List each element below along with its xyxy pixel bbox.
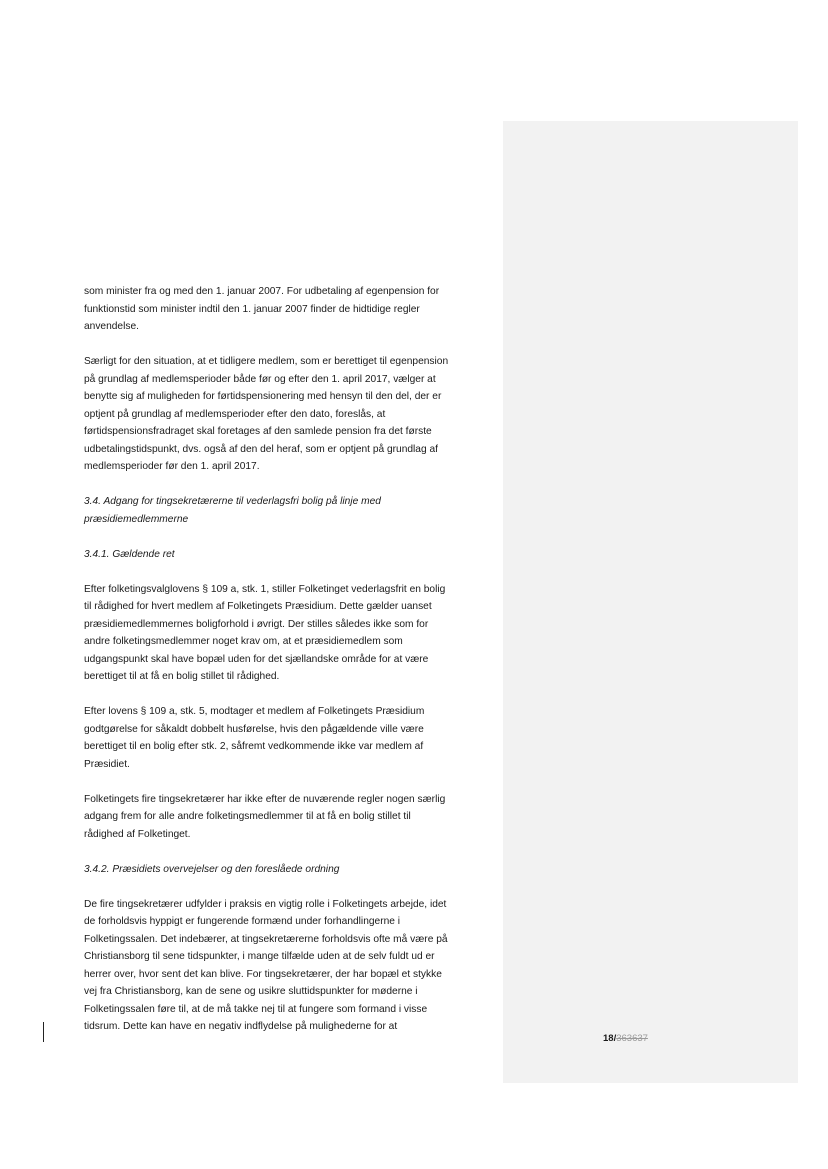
- page-number-total: 363637: [616, 1033, 648, 1044]
- text-line: benytte sig af muligheden for førtidspensionering med hensyn til den del, der er: [84, 391, 442, 402]
- text-line: præsidiemedlemmerne: [84, 513, 189, 525]
- comment-margin-panel: [503, 121, 798, 1083]
- text-line: tidsrum. Dette kan have en negativ indflydelse på mulighederne for at: [84, 1021, 398, 1032]
- text-line: rådighed af Folketinget.: [84, 828, 191, 840]
- paragraph: [84, 353, 502, 476]
- text-line: Christiansborg til sene tidspunkter, i mange tilfælde uden at de selv fuldt ud er: [84, 951, 435, 962]
- text-line: 3.4.1. Gældende ret: [84, 548, 175, 560]
- text-line: De fire tingsekretærer udfylder i praksis en vigtig rolle i Folketingets arbejde, idet: [84, 898, 447, 910]
- paragraph: [84, 283, 502, 336]
- text-line: berettiget til en bolig efter stk. 2, såfremt vedkommende ikke var medlem af: [84, 741, 424, 752]
- text-line: funktionstid som minister indtil den 1. januar 2007 finder de hidtidige regler: [84, 303, 420, 315]
- page-number: [603, 1033, 648, 1044]
- text-line: præsidiemedlemmernes boligforhold i øvrigt. Der stilles således ikke som for: [84, 618, 429, 630]
- text-line: de forholdsvis hyppigt er fungerende formænd under forhandlingerne i: [84, 916, 401, 927]
- text-line: udgangspunkt skal have bopæl uden for det sjællandske område for at være: [84, 653, 429, 665]
- text-line: til rådighed for hvert medlem af Folketingets Præsidium. Dette gælder uanset: [84, 601, 432, 612]
- text-line: Præsidiet.: [84, 758, 130, 770]
- text-line: førtidspensionsfradraget skal foretages af den samlede pension fra det første: [84, 426, 432, 437]
- text-line: Efter lovens § 109 a, stk. 5, modtager et medlem af Folketingets Præsidium: [84, 706, 425, 717]
- text-line: andre folketingsmedlemmer noget krav om, at et præsidiemedlem som: [84, 636, 403, 647]
- page-number-current: 18: [603, 1033, 614, 1044]
- page-number-separator: /: [613, 1033, 617, 1044]
- paragraph: [84, 896, 502, 1036]
- text-line: Folketingets fire tingsekretærer har ikke efter de nuværende regler nogen særlig: [84, 793, 446, 805]
- section-heading: [84, 546, 502, 564]
- text-line: medlemsperioder før den 1. april 2017.: [84, 461, 260, 472]
- paragraph: [84, 791, 502, 844]
- change-bar: [43, 1022, 44, 1042]
- text-line: Folketingssalen. Det indebærer, at tingsekretærerne forholdsvis ofte må være på: [84, 933, 448, 945]
- text-line: udbetalingstidspunkt, dvs. også af den del heraf, som er optjent på grundlag af: [84, 443, 438, 455]
- section-heading: [84, 861, 502, 879]
- document-body: [84, 283, 502, 1053]
- section-heading: [84, 493, 502, 528]
- text-line: 3.4. Adgang for tingsekretærerne til vederlagsfri bolig på linje med: [84, 496, 381, 507]
- text-line: godtgørelse for såkaldt dobbelt husførelse, hvis den pågældende ville være: [84, 723, 424, 735]
- text-line: vej fra Christiansborg, kan de sene og usikre sluttidspunkter for møderne i: [84, 986, 418, 997]
- text-line: optjent på grundlag af medlemsperioder efter den dato, foreslås, at: [84, 408, 386, 420]
- text-line: herrer over, hvor sent det kan blive. For tingsekretærer, der har bopæl et stykke: [84, 968, 442, 980]
- text-line: anvendelse.: [84, 321, 139, 332]
- text-line: 3.4.2. Præsidiets overvejelser og den foreslåede ordning: [84, 863, 340, 875]
- text-line: adgang frem for alle andre folketingsmedlemmer til at få en bolig stillet til: [84, 811, 411, 822]
- text-line: som minister fra og med den 1. januar 2007. For udbetaling af egenpension for: [84, 286, 440, 297]
- paragraph: [84, 581, 502, 686]
- text-line: på grundlag af medlemsperioder både før og efter den 1. april 2017, vælger at: [84, 373, 436, 385]
- paragraph: [84, 703, 502, 773]
- text-line: Efter folketingsvalglovens § 109 a, stk. 1, stiller Folketinget vederlagsfrit en bolig: [84, 583, 446, 595]
- text-line: Særligt for den situation, at et tidligere medlem, som er berettiget til egenpension: [84, 356, 449, 367]
- text-line: Folketingssalen føre til, at de må takke nej til at fungere som formand i visse: [84, 1003, 428, 1015]
- text-line: berettiget til at få en bolig stillet til rådighed.: [84, 671, 280, 682]
